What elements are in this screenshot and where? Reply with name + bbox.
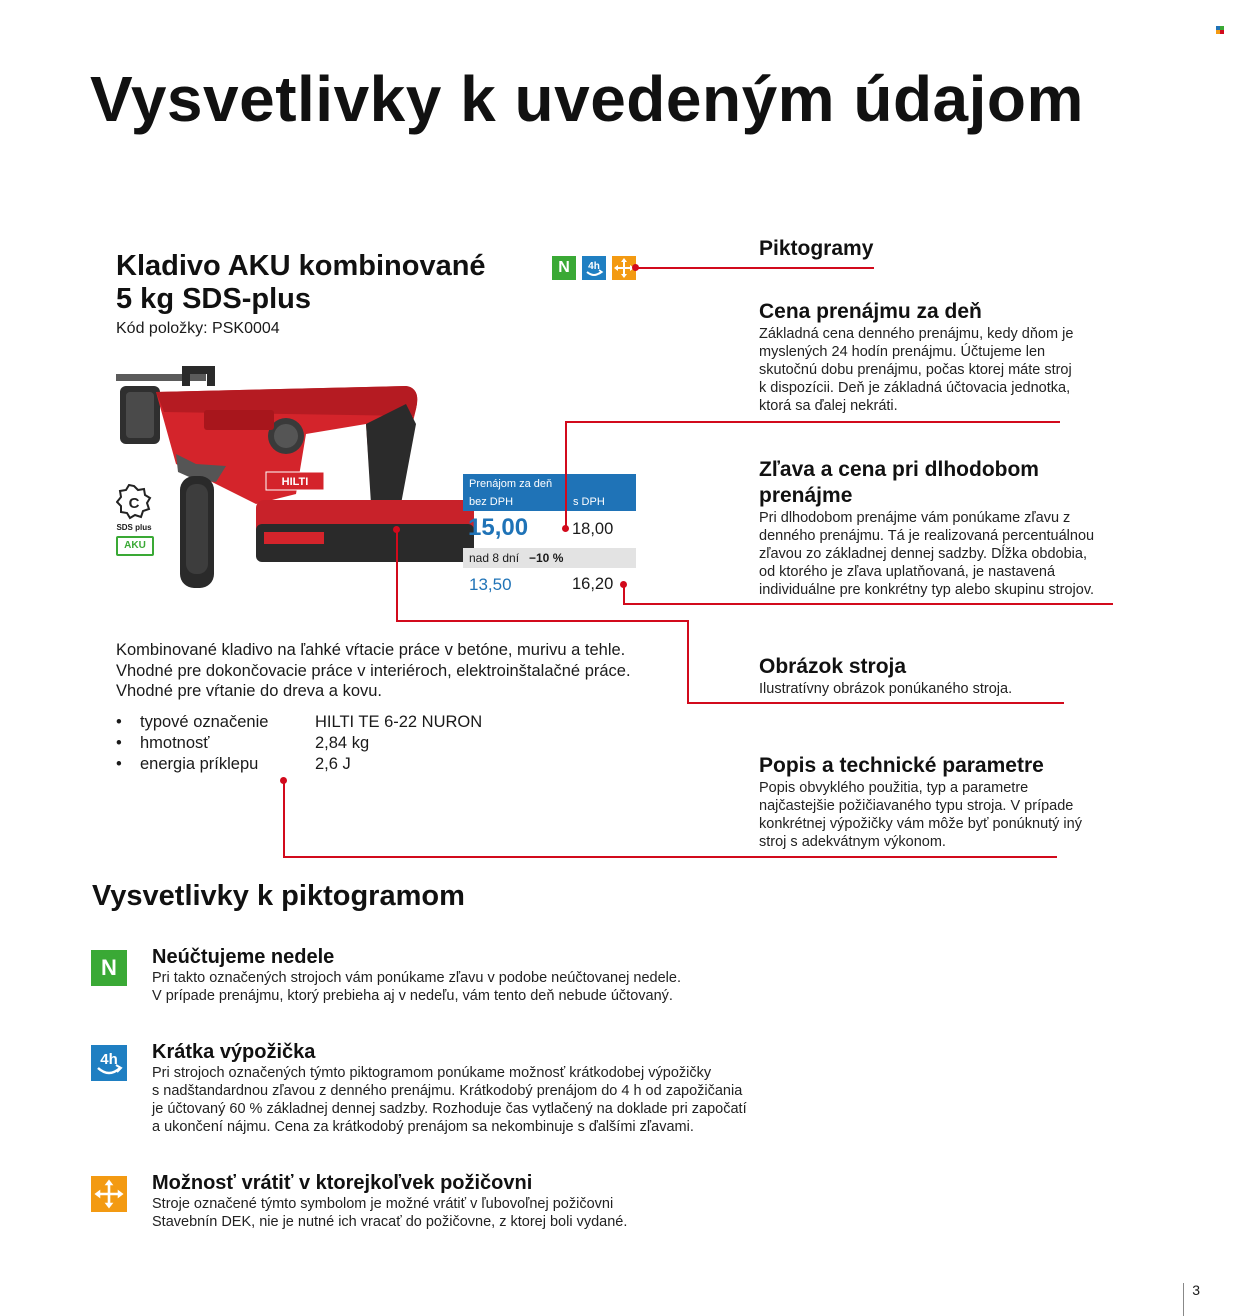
price-box-header: [463, 474, 636, 511]
discount-label: nad 8 dní: [469, 551, 520, 565]
legend-item-title: Neúčtujeme nedele: [152, 946, 335, 968]
annotation-obrazok-title: Obrázok stroja: [759, 655, 907, 678]
svg-text:4h: 4h: [100, 1051, 118, 1068]
move-arrows-icon: [91, 1176, 127, 1212]
legend-item-short: [91, 1041, 752, 1136]
legend-item-title: Krátka výpožička: [152, 1041, 316, 1063]
legend-item-line: je účtovaný 60 % základnej dennej sadzby. Rozhoduje čas vytlačený na doklade pri započatí: [152, 1101, 747, 1117]
desc-line: Vhodné pre vŕtanie do dreva a kovu.: [116, 682, 383, 700]
param-value: 2,84 kg: [315, 734, 370, 752]
price-no-vat: 15,00: [468, 514, 529, 541]
bullet: •: [116, 713, 122, 731]
aku-label: AKU: [124, 540, 146, 551]
legend-item-sunday: [91, 946, 752, 1005]
annotation-piktogramy-title: Piktogramy: [759, 237, 874, 260]
price-header-col2: s DPH: [573, 496, 605, 508]
annotation-popis-title: Popis a technické parametre: [759, 754, 1044, 777]
annotation-zlava-title: Zľava a cena pri dlhodobom prenájme: [759, 458, 1039, 507]
page-title: Vysvetlivky k uvedeným údajom: [90, 63, 1084, 135]
svg-text:4h: 4h: [588, 261, 600, 272]
param-label: energia príklepu: [140, 755, 259, 773]
bullet: •: [116, 755, 122, 773]
param-row: [116, 712, 482, 733]
page-divider: [1183, 1283, 1184, 1316]
svg-text:C: C: [128, 495, 140, 512]
corner-mark: [1216, 26, 1224, 34]
short-rental-icon: [582, 256, 606, 280]
product-description: [116, 640, 676, 702]
desc-line: Vhodné pre dokončovacie práce v interiéroch, elektroinštalačné práce.: [116, 661, 631, 680]
product-title: [116, 250, 486, 316]
desc-line: Kombinované kladivo na ľahké vŕtacie práce v betóne, murivu a tehle.: [116, 641, 626, 659]
disc-price-vat: 16,20: [572, 575, 614, 593]
product-params: [116, 712, 482, 775]
annotation-zlava: [759, 457, 1104, 599]
sds-plus-label: SDS plus: [116, 523, 152, 532]
param-label: hmotnosť: [140, 734, 210, 752]
param-value: HILTI TE 6-22 NURON: [315, 713, 483, 731]
annotation-obrazok: [759, 654, 1119, 698]
legend-item-line: s nadštandardnou zľavou z denného prenájmu. Krátkodobý prenájom do 4 h od zapožičania: [152, 1083, 743, 1099]
annotation-cena-text: Základná cena denného prenájmu, kedy dňom je myslených 24 hodín prenájmu. Účtujeme len skutočnú dobu prenájmu, počas ktorej máte stroj k dispozícii. Deň je základná účtovacia jednotka, ktorá sa ďalej nekráti.: [759, 326, 1074, 414]
legend-item-line: Pri strojoch označených týmto piktogramom ponúkame možnosť krátkodobej výpožičky: [152, 1065, 712, 1081]
product-code: Kód položky: PSK0004: [116, 320, 280, 337]
annotation-zlava-text: Pri dlhodobom prenájme vám ponúkame zľavu z denného prenájmu. Tá je realizovaná percentuálnou zľavou zo základnej dennej sadzby. Dĺžka obdobia, od ktorého je zľava uplatňovaná, je nastavená individuálne pre konkrétny typ alebo skupinu strojov.: [759, 510, 1095, 598]
tool-image: [116, 364, 476, 604]
discount-row: [463, 548, 636, 568]
tool-brand-text: HILTI: [281, 476, 309, 488]
legend-item-line: Stroje označené týmto symbolom je možné vrátiť v ľubovoľnej požičovni: [152, 1196, 614, 1212]
price-header-col1: bez DPH: [469, 496, 514, 508]
disc-price-no-vat: 13,50: [469, 575, 512, 594]
annotation-cena-title: Cena prenájmu za deň: [759, 300, 982, 323]
param-label: typové označenie: [140, 713, 269, 731]
legend-item-line: a ukončení nájmu. Cena za krátkodobý prenájom sa nekombinuje s ďalšími zľavami.: [152, 1119, 694, 1135]
annotation-popis: [759, 753, 1084, 851]
legend-item-title: Možnosť vrátiť v ktorejkoľvek požičovni: [152, 1172, 533, 1194]
annotation-cena: [759, 299, 1079, 415]
bullet: •: [116, 734, 122, 752]
page-number: 3: [1192, 1282, 1200, 1298]
legend-item-return: [91, 1172, 752, 1231]
product-pictograms: [552, 256, 636, 280]
short-rental-icon: [91, 1045, 127, 1081]
tool-model-text: TE 6-22: [328, 486, 350, 492]
product-title-line1: Kladivo AKU kombinované: [116, 250, 486, 282]
no-sunday-icon: N: [91, 950, 127, 986]
price-header-line1: Prenájom za deň: [469, 478, 553, 490]
param-value: 2,6 J: [315, 755, 351, 773]
param-row: [116, 754, 482, 775]
param-row: [116, 733, 482, 754]
legend-item-line: V prípade prenájmu, ktorý prebieha aj v nedeľu, vám tento deň nebude účtovaný.: [152, 988, 673, 1004]
price-vat: 18,00: [572, 520, 614, 538]
legend-item-line: Stavebnín DEK, nie je nutné ich vracať do požičovne, z ktorej boli vydané.: [152, 1214, 628, 1230]
legend-title: Vysvetlivky k piktogramom: [92, 880, 465, 912]
annotation-obrazok-text: Ilustratívny obrázok ponúkaného stroja.: [759, 681, 1013, 697]
legend-item-line: Pri takto označených strojoch vám ponúkame zľavu v podobe neúčtovanej nedele.: [152, 970, 681, 986]
product-title-line2: 5 kg SDS-plus: [116, 283, 311, 315]
no-sunday-icon: N: [552, 256, 576, 280]
annotation-popis-text: Popis obvyklého použitia, typ a parametre najčastejšie požičiavaného typu stroja. V prípade konkrétnej výpožičky vám môže byť ponúknutý iný stroj s adekvátnym výkonom.: [759, 780, 1082, 850]
discount-value: −10 %: [529, 551, 564, 565]
